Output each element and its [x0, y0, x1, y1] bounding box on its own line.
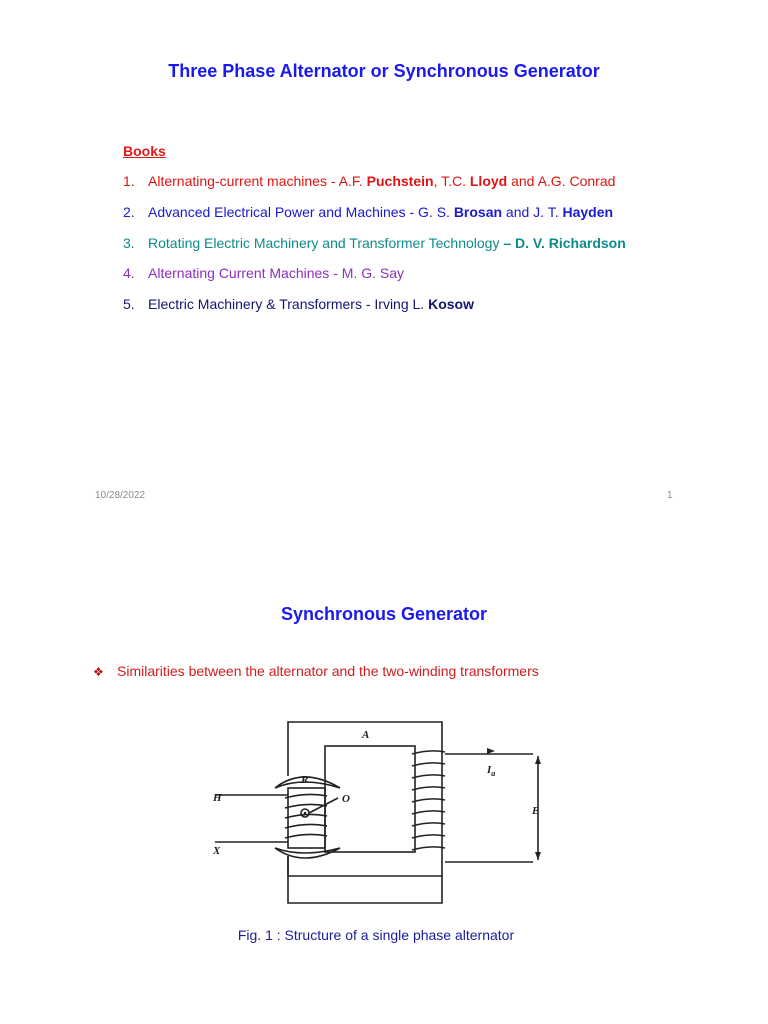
book-author-emphasis: Brosan	[453, 204, 503, 220]
inner-window	[325, 746, 415, 852]
book-text: Advanced Electrical Power and Machines - G. S.	[148, 204, 454, 220]
figure-caption: Fig. 1 : Structure of a single phase alternator	[237, 927, 515, 943]
slide-title: Three Phase Alternator or Synchronous Generator	[168, 61, 600, 81]
book-text: and A.G. Conrad	[507, 173, 616, 189]
label-o: O	[342, 793, 350, 805]
book-item	[123, 173, 615, 189]
bullet-text: Similarities between the alternator and the two-winding transformers	[117, 663, 539, 679]
book-number: 4.	[123, 265, 135, 281]
book-text: Rotating Electric Machinery and Transformer Technology	[148, 235, 504, 251]
bottom-core	[288, 856, 442, 903]
books-heading: Books	[123, 143, 166, 159]
book-author-emphasis: Puchstein	[366, 173, 434, 189]
book-item	[123, 204, 613, 220]
book-text: and J. T.	[502, 204, 563, 220]
label-current: $I_a$	[487, 764, 496, 778]
book-number: 3.	[123, 235, 135, 251]
bullet-point	[93, 663, 539, 679]
alternator-diagram	[205, 716, 560, 911]
book-text: , T.C.	[433, 173, 470, 189]
label-h: H	[213, 792, 222, 804]
book-number: 1.	[123, 173, 135, 189]
label-r: R	[301, 774, 309, 786]
o-pointer	[309, 798, 338, 813]
label-x: X	[213, 845, 221, 857]
book-text: Alternating-current machines - A.F.	[148, 173, 367, 189]
book-item	[123, 235, 626, 251]
emf-arrowhead-bottom	[535, 852, 541, 860]
book-number: 5.	[123, 296, 135, 312]
slide-date: 10/28/2022	[95, 490, 146, 501]
slide-page-number: 1	[667, 490, 673, 501]
diamond-bullet-icon: ❖	[93, 665, 104, 679]
book-author-emphasis: – D. V. Richardson	[503, 235, 626, 251]
book-item	[123, 265, 404, 281]
slide-title: Synchronous Generator	[280, 604, 488, 624]
book-number: 2.	[123, 204, 135, 220]
book-author-emphasis: Lloyd	[469, 173, 508, 189]
book-author-emphasis: Kosow	[428, 296, 474, 312]
current-arrowhead	[487, 748, 495, 754]
book-text: Electric Machinery & Transformers - Irving L.	[148, 296, 429, 312]
rotor-body	[288, 788, 325, 848]
rotor-pole-bottom	[275, 848, 340, 858]
book-author-emphasis: Hayden	[562, 204, 614, 220]
book-item	[123, 296, 474, 312]
label-a: A	[362, 729, 370, 741]
label-emf: E	[532, 805, 540, 817]
book-text: Alternating Current Machines - M. G. Say	[148, 265, 404, 281]
emf-arrowhead-top	[535, 756, 541, 764]
armature-winding	[412, 751, 445, 850]
